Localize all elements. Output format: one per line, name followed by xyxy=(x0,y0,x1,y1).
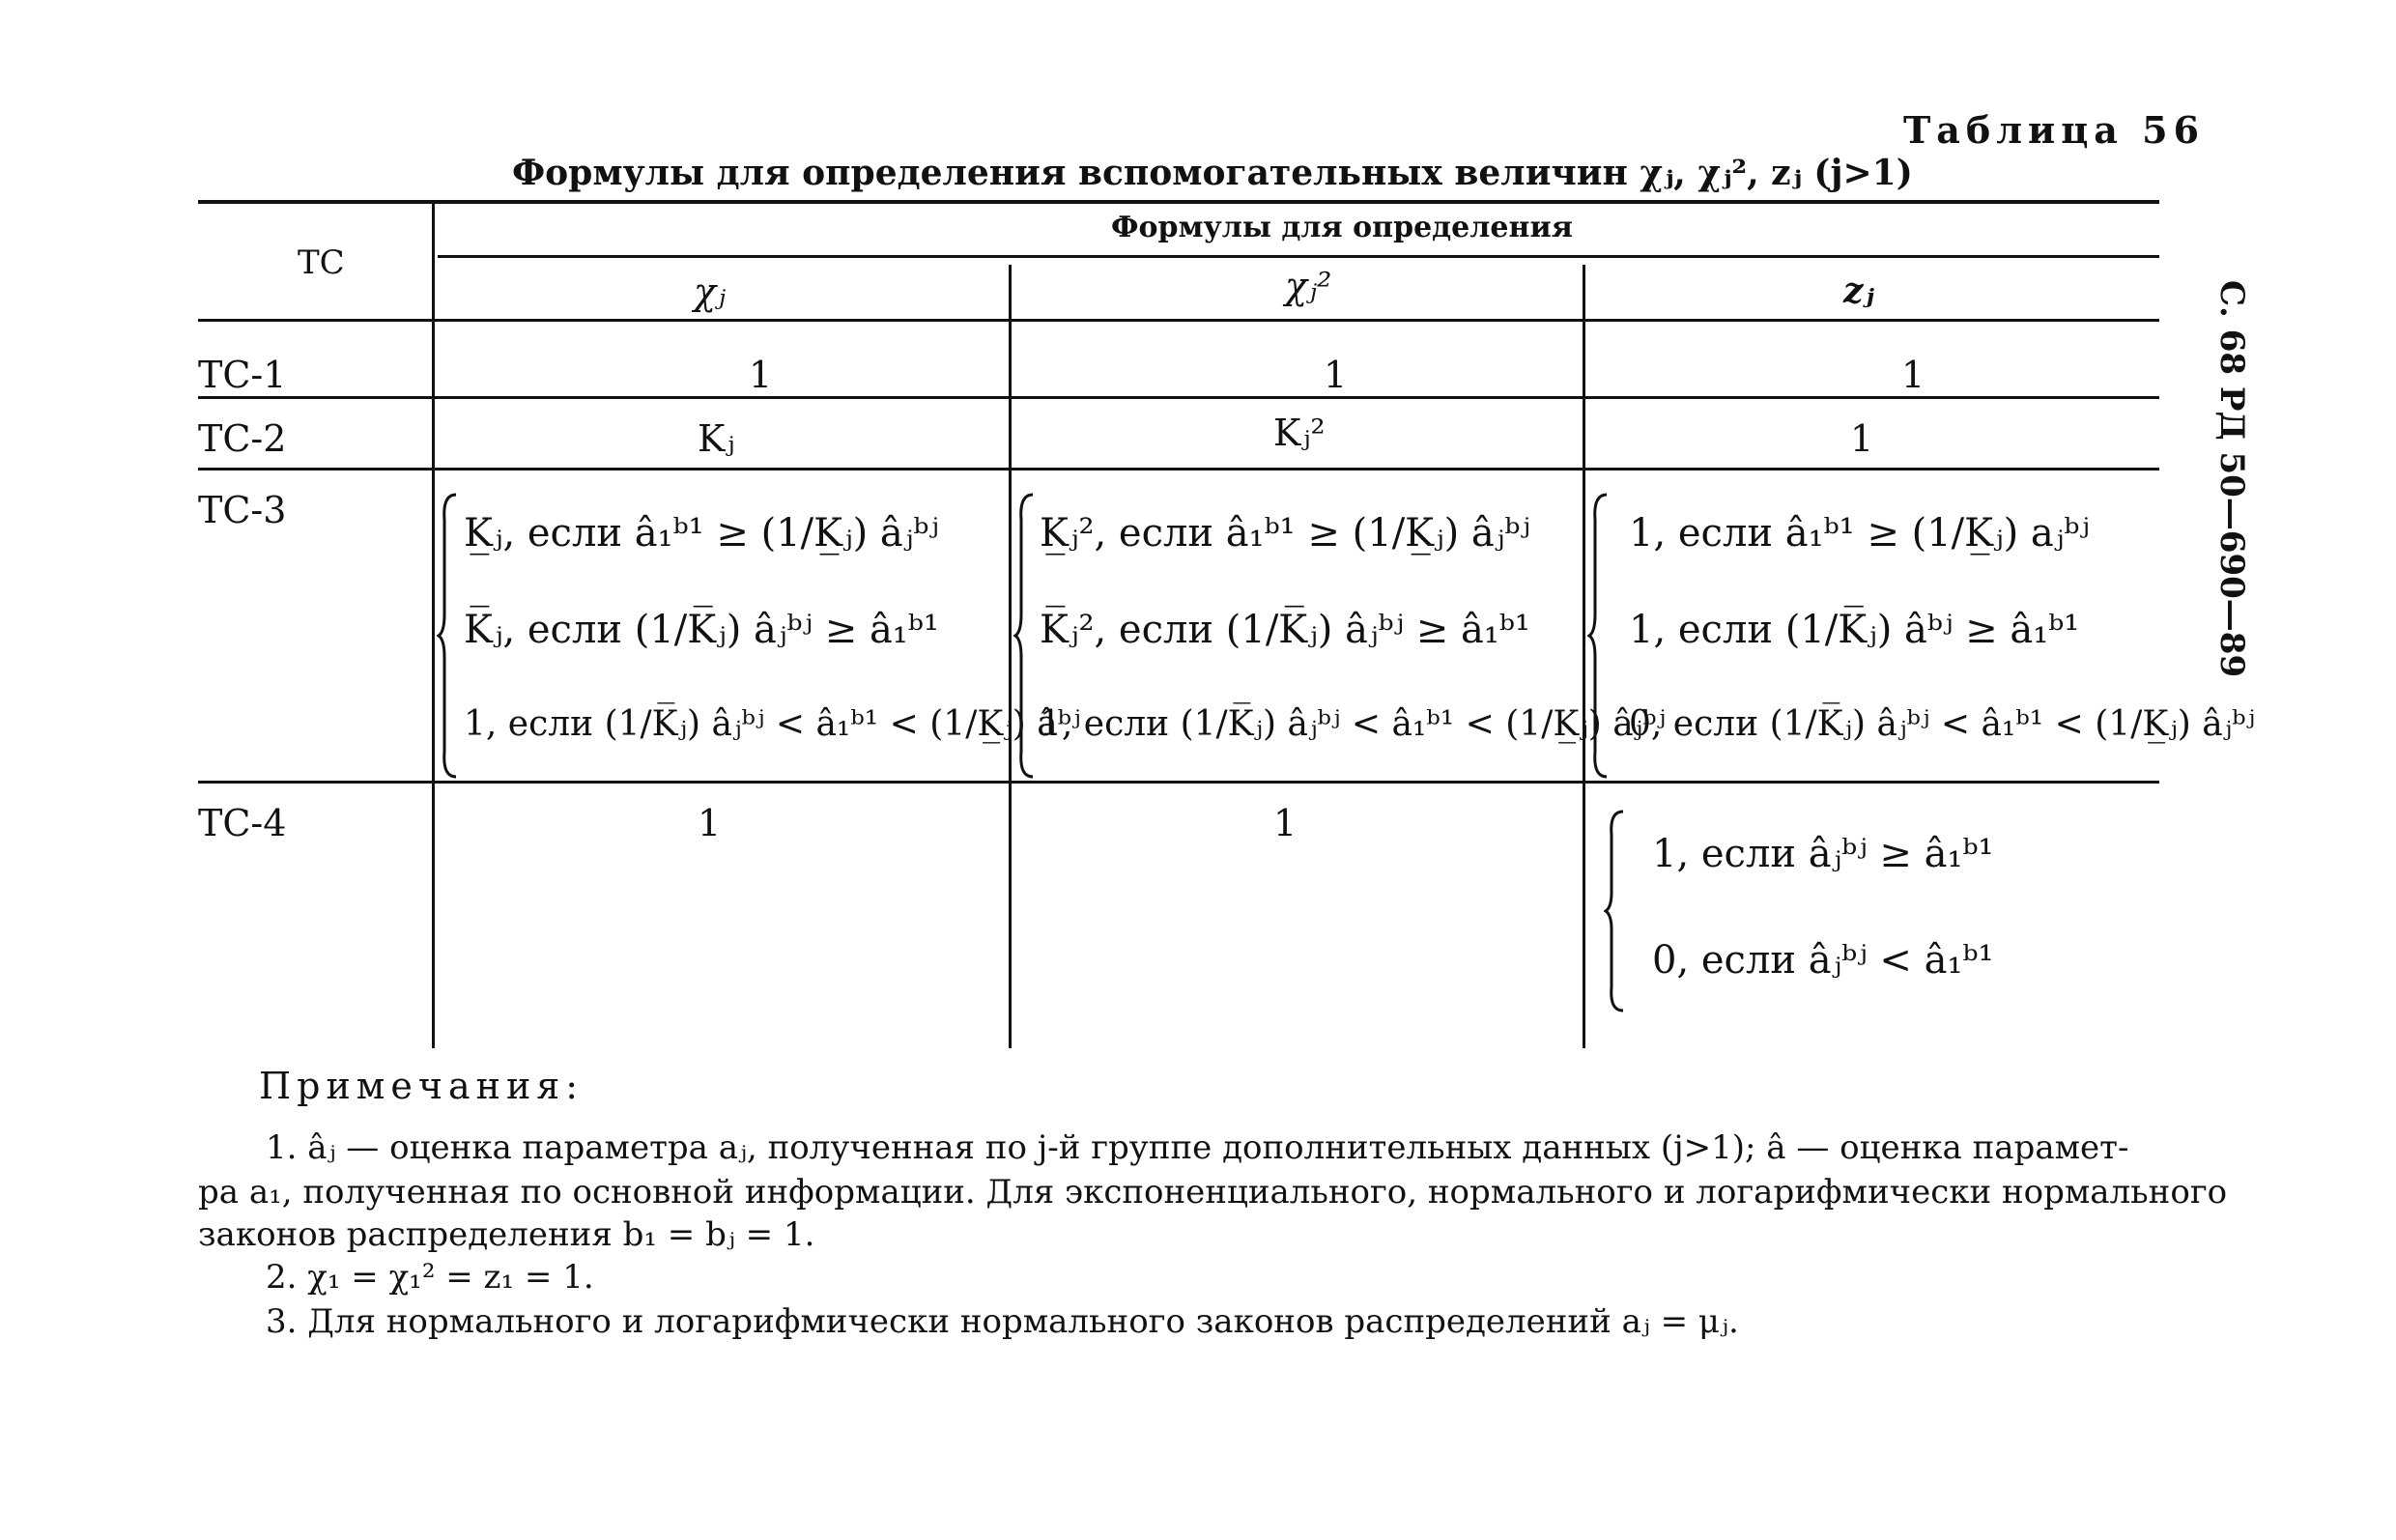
row-tc4-x: 1 xyxy=(698,802,722,844)
tc4-z-case-2: 0, если âⱼᵇʲ < â₁ᵇ¹ xyxy=(1652,938,1994,983)
row-tc1-label: ТС-1 xyxy=(198,354,287,396)
tc-column-divider xyxy=(432,204,435,1048)
tc4-z-case-1: 1, если âⱼᵇʲ ≥ â₁ᵇ¹ xyxy=(1652,832,1994,876)
row-tc3-label: ТС-3 xyxy=(198,489,287,531)
x-x2-column-divider xyxy=(1009,265,1012,1048)
col-header-x: χⱼ xyxy=(694,271,727,313)
row-tc1-z: 1 xyxy=(1901,354,1925,396)
col-header-bottom-rule xyxy=(198,319,2159,322)
tc3-x2-case-2: K̅ⱼ², если (1/K̅ⱼ) âⱼᵇʲ ≥ â₁ᵇ¹ xyxy=(1040,608,1530,652)
tc3-z-case-3: 0, если (1/K̅ⱼ) âⱼᵇʲ < â₁ᵇ¹ < (1/K̲ⱼ) âⱼᵇʲ xyxy=(1629,704,2256,744)
side-document-code: С. 68 РД 50—690—89 xyxy=(2212,280,2251,678)
tc3-x-case-3: 1, если (1/K̅ⱼ) âⱼᵇʲ < â₁ᵇ¹ < (1/K̲ⱼ) âᵇʲ xyxy=(464,704,1081,744)
row-tc3-bottom-rule xyxy=(198,781,2159,784)
row-tc4-label: ТС-4 xyxy=(198,802,287,844)
col-header-x2: χⱼ² xyxy=(1285,265,1332,307)
row-tc2-z: 1 xyxy=(1850,417,1874,460)
table-top-rule xyxy=(198,200,2159,204)
note-1-line-1: 1. âⱼ — оценка параметра aⱼ, полученная по j-й группе дополнительных данных (j>1); â — оценка парамет- xyxy=(266,1128,2129,1167)
col-header-tc: ТС xyxy=(298,243,345,282)
brace-tc3-x2 xyxy=(1013,491,1037,781)
row-tc2-bottom-rule xyxy=(198,468,2159,471)
col-header-group: Формулы для определения xyxy=(1111,211,1573,244)
table-label: Таблица 56 xyxy=(1903,108,2206,152)
brace-tc4-z xyxy=(1604,808,1627,1014)
note-1-line-3: законов распределения b₁ = bⱼ = 1. xyxy=(198,1215,815,1254)
row-tc1-bottom-rule xyxy=(198,396,2159,399)
group-header-rule xyxy=(438,255,2159,258)
x2-z-column-divider xyxy=(1583,265,1585,1048)
tc3-z-case-1: 1, если â₁ᵇ¹ ≥ (1/K̲ⱼ) aⱼᵇʲ xyxy=(1629,511,2090,556)
notes-heading: Примечания: xyxy=(259,1065,585,1107)
tc3-z-case-2: 1, если (1/K̅ⱼ) âᵇʲ ≥ â₁ᵇ¹ xyxy=(1629,608,2080,652)
note-3: 3. Для нормального и логарифмически нормального законов распределений aⱼ = μⱼ. xyxy=(266,1302,1739,1341)
row-tc2-x: Kⱼ xyxy=(698,417,735,460)
table-title: Формулы для определения вспомогательных величин χⱼ, χⱼ², zⱼ (j>1) xyxy=(512,153,1913,193)
row-tc2-x2: Kⱼ² xyxy=(1273,412,1326,454)
note-2: 2. χ₁ = χ₁² = z₁ = 1. xyxy=(266,1258,594,1297)
row-tc2-label: ТС-2 xyxy=(198,417,287,460)
tc3-x2-case-3: 1, если (1/K̅ⱼ) âⱼᵇʲ < â₁ᵇ¹ < (1/K̲ⱼ) âⱼᵇʲ xyxy=(1040,704,1667,744)
tc3-x2-case-1: K̲ⱼ², если â₁ᵇ¹ ≥ (1/K̲ⱼ) âⱼᵇʲ xyxy=(1040,511,1530,556)
note-1-line-2: ра a₁, полученная по основной информации. Для экспоненциального, нормального и логарифмически нормального xyxy=(198,1173,2228,1212)
row-tc1-x2: 1 xyxy=(1324,354,1348,396)
tc3-x-case-1: K̲ⱼ, если â₁ᵇ¹ ≥ (1/K̲ⱼ) âⱼᵇʲ xyxy=(464,511,939,556)
row-tc4-x2: 1 xyxy=(1273,802,1298,844)
row-tc1-x: 1 xyxy=(749,354,773,396)
col-header-z: zⱼ xyxy=(1843,271,1874,311)
brace-tc3-x xyxy=(437,491,460,781)
brace-tc3-z xyxy=(1587,491,1611,781)
tc3-x-case-2: K̅ⱼ, если (1/K̅ⱼ) âⱼᵇʲ ≥ â₁ᵇ¹ xyxy=(464,608,939,652)
